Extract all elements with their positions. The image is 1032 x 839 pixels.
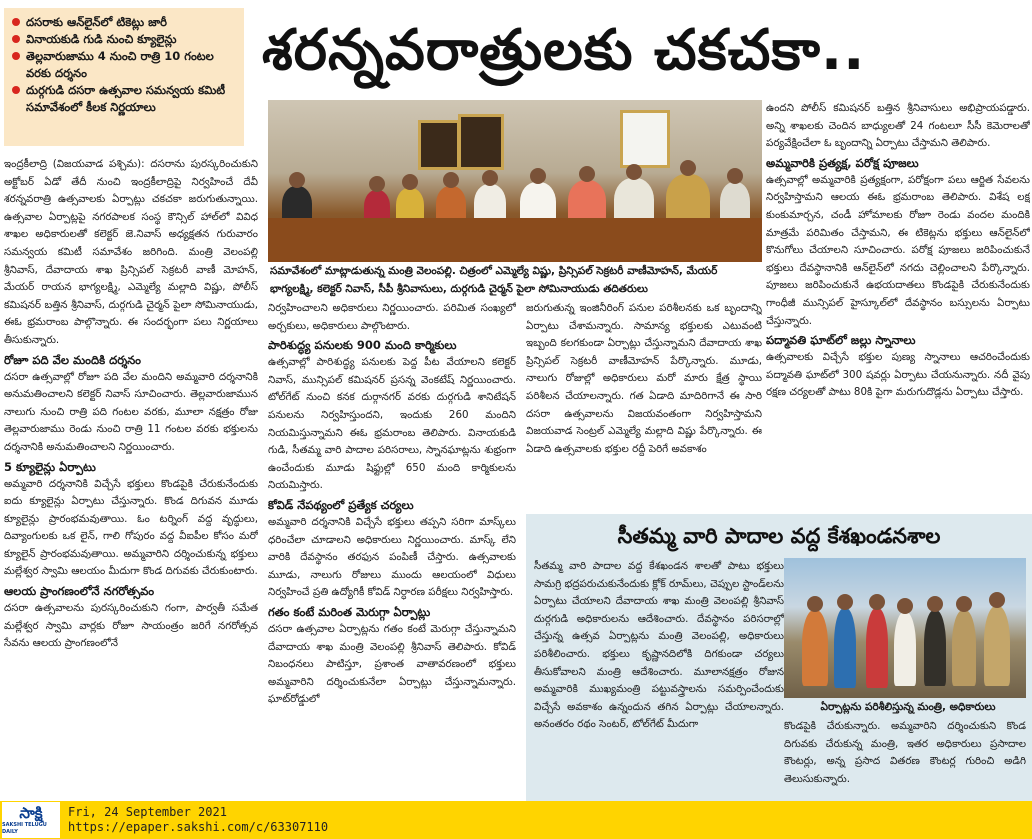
subheading: రోజూ పది వేల మందికి దర్శనం <box>4 352 142 367</box>
article-column-2 <box>268 300 516 801</box>
logo-text: సాక్షి <box>19 804 43 822</box>
person <box>802 610 828 686</box>
highlights-list <box>12 14 236 116</box>
footer-bar <box>0 801 1032 839</box>
person <box>924 610 946 686</box>
sidebar-paragraph: సీతమ్మ వారి పాదాల వద్ద కేశఖండన శాలతో పాటు భక్తులు సామగ్రి భద్రపరుచుకునేందుకు క్లోక్ రూమ్‌లు, చెప్పుల స్టాండ్‌లను ఏర్పాటు చేయాలని దేవాదాయ శాఖ మంత్రి వెలంపల్లి శ్రీనివాస్ దుర్గగుడి అధికారులను ఆదేశించారు. దేవస్థానం పరిసరాల్లో చేస్తున్న ఉత్సవ ఏర్పాట్లను మంత్రి వెలంపల్లి, అధికారులు పరిశీలించారు. భక్తులు కృష్ణానదిలోకి దిగకుండా చర్యలు తీసుకోవాలని మంత్రి ఆదేశించారు. మూలానక్షత్రం రోజున అమ్మవారికి ముఖ్యమంత్రి పట్టువస్త్రాలను సమర్పించేందుకు విచ్చేసే అవకాశం ఉన్నందున తగిన ఏర్పాట్లు చేయాలన్నారు. అనంతరం రథం సెంటర్, టోల్‌గేట్ మీదుగా <box>534 560 784 731</box>
paragraph: దసరా ఉత్సవాలను పురస్కరించుకుని గంగా, పార్వతీ సమేత మల్లేశ్వర స్వామి వార్లకు రోజూ సాయంత్రం జరిగే నగరోత్సవ సేవను ఆలయ ప్రాంగణంలోనే <box>4 602 258 650</box>
sidebar-photo-caption: ఏర్పాట్లను పరిశీలిస్తున్న మంత్రి, అధికారులు <box>820 701 996 713</box>
article-column-1 <box>4 156 258 801</box>
highlight-item: దుర్గగుడి దసరా ఉత్సవాల సమన్వయ కమిటీ సమావేశంలో కీలక నిర్ణయాలు <box>12 82 236 116</box>
meeting-photo <box>268 100 762 262</box>
article-column-4 <box>762 100 1030 506</box>
paragraph: జరుగుతున్న ఇంజినీరింగ్ పనుల పరిశీలనకు ఒక బృందాన్ని ఏర్పాటు చేశామన్నారు. సామాన్య భక్తులకు ఎటువంటి ఇబ్బంది కలగకుండా ఏర్పాట్లు చేస్తున్నామని దేవాదాయ శాఖ ప్రిన్సిపల్ సెక్రటరీ వాణీమోహన్ పేర్కొన్నారు. మూడు, నాలుగు రోజుల్లో అధికారులు మరో మారు క్షేత్ర స్థాయి పరిశీలన చేయాలన్నారు. గత ఏడాది మాదిరిగానే ఈ సారి దసరా ఉత్సవాలను విజయవంతంగా నిర్వహిస్తామని విజయవాడ సెంట్రల్ ఎమ్మెల్యే మల్లాది విష్ణు పేర్కొన్నారు. ఈ ఏడాది ఉత్సవాలకు భక్తుల రద్దీ పెరిగే అవకాశం <box>526 302 762 455</box>
subheading: 5 క్యూలైన్లు ఏర్పాటు <box>4 459 96 474</box>
highlights-box <box>4 8 244 146</box>
bullet-icon <box>12 18 20 26</box>
paragraph: ఇంద్రకీలాద్రి (విజయవాడ పశ్చిమ): దసరాను పురస్కరించుకుని అక్టోబర్ ఏడో తేదీ నుంచి ఇంద్రకీలాద్రిపై నిర్వహించే దేవీ శరన్నవరాత్రి ఉత్సవాలకు ఏర్పాట్లు చకచకా జరుగుతున్నాయి. ఉత్సవాల ఏర్పాట్లపై నగరపాలక సంస్థ కౌన్సిల్ హాల్‌లో వివిధ శాఖల అధికారులతో కలెక్టర్ జె.నివాస్ అధ్యక్షతన గురువారం సమన్వయ కమిటీ సమావేశం జరిగింది. మంత్రి వెలంపల్లి శ్రీనివాస్, దేవాదాయ శాఖ ప్రిన్సిపల్ సెక్రటరీ వాణీ మోహన్, మేయర్ రాయన భాగ్యలక్ష్మి, ఎమ్మెల్యే మల్లాది విష్ణు, పోలీస్ కమిషనర్ బత్తిన శ్రీనివాస్, దుర్గగుడి చైర్మన్ పైలా సోమినాయుడు, ఈఓ భ్రమరాంబ పాల్గొన్నారు. ఈ సందర్భంగా పలు నిర్ణయాలు తీసుకున్నారు. <box>4 158 258 346</box>
portrait-frame <box>620 110 670 168</box>
page-headline: శరన్నవరాత్రులకు చకచకా.. <box>262 18 866 83</box>
bullet-icon <box>12 86 20 94</box>
paragraph: నిర్వహించాలని అధికారులు నిర్ణయించారు. పరిమిత సంఖ్యలో అర్చకులు, అధికారులు పాల్గొంటారు. <box>268 302 516 332</box>
meeting-table <box>268 218 762 262</box>
person <box>952 610 976 686</box>
inspection-photo <box>784 558 1026 698</box>
paragraph: దసరా ఉత్సవాల ఏర్పాట్లను గతం కంటే మెరుగ్గా చేస్తున్నామని దేవాదాయ శాఖ మంత్రి వెలంపల్లి శ్రీనివాస్ తెలిపారు. కోవిడ్ నిబంధనలు పాటిస్తూ, ప్రశాంత వాతావరణంలో భక్తులు అమ్మవారిని దర్శించుకునేలా ఏర్పాట్లు చేస్తున్నామన్నారు. ఘాట్‌రోడ్డులో <box>268 622 516 706</box>
subheading: పారిశుద్ధ్య పనులకు 900 మంది కార్మికులు <box>268 338 457 353</box>
sidebar-story <box>526 514 1032 801</box>
subheading: కోవిడ్ నేపథ్యంలో ప్రత్యేక చర్యలు <box>268 497 414 512</box>
paragraph: ఉందని పోలీస్ కమిషనర్ బత్తిన శ్రీనివాసులు అభిప్రాయపడ్డారు. అన్ని శాఖలకు చెందిన బాధ్యులతో 24 గంటలూ సీసీ కెమెరాలతో పర్యవేక్షించేలా ఓ బృందాన్ని ఏర్పాటు చేస్తామని తెలిపారు. <box>766 102 1030 150</box>
subheading: ఆలయ ప్రాంగణంలోనే నగరోత్సవం <box>4 584 155 599</box>
person <box>866 608 888 688</box>
person <box>984 606 1010 686</box>
bullet-icon <box>12 35 20 43</box>
paragraph: ఉత్సవాల్లో పారిశుద్ధ్య పనులకు పెద్ద పీట వేయాలని కలెక్టర్ నివాస్, మున్సిపల్ కమిషనర్ ప్రసన్న వెంకటేష్ నిర్ణయించారు. టోల్‌గేట్ నుంచి కనక దుర్గానగర్ వరకు దుర్గగుడి శానిటేషన్ పనులను నిర్వహిస్తుందని, ఇందుకు 260 మందిని నియమిస్తున్నామని ఈఓ భ్రమరాంబ తెలిపారు. వినాయకుడి గుడి, సీతమ్మ వారి పాదాల పరిసరాలు, స్నానఘాట్లను శుభ్రంగా ఉంచేందుకు మూడు షిఫ్టుల్లో 650 మంది కార్మికులను నియమిస్తారు. <box>268 356 516 492</box>
person <box>894 612 916 686</box>
portrait-frame <box>458 114 504 170</box>
paragraph: అమ్మవారి దర్శనానికి విచ్చేసే భక్తులు కొండపైకి చేరుకునేందుకు ఐదు క్యూలైన్లు ఏర్పాటు చేస్తున్నారు. కొండ దిగువన మూడు క్యూలైన్లు ప్రారంభమవుతాయి. ఓం టర్నింగ్ వద్ద వృద్ధులు, దివ్యాంగులకు ఒక లైన్, గాలి గోపురం వద్ద వీఐపీల కోసం మరో క్యూలైన్ ప్రారంభమవుతాయి. అమ్మవారిని దర్శించుకున్న భక్తులు మల్లేశ్వర స్వామి ఆలయం మీదుగా కొండ దిగువకు చేరుకుంటారు. <box>4 477 258 578</box>
paragraph: ఉత్సవాల్లో అమ్మవారికి ప్రత్యక్షంగా, పరోక్షంగా పలు ఆర్జిత సేవలను నిర్వహిస్తామని ఆలయ ఈఓ భ్రమరాంబ తెలిపారు. విశేష లక్ష కుంకుమార్చన, చండీ హోమాలకు రోజూ రెండు వందల మందికి మాత్రమే పరిమితం చేస్తామని, ఈ టికెట్లను భక్తులు ఆన్‌లైన్‌లో కొనుగోలు చేయాలని సూచించారు. పరోక్ష పూజలు జరిపించుకునే భక్తులు దేవస్థానానికి ఆన్‌లైన్‌లో నగదు చెల్లించాలని పేర్కొన్నారు. పూజలు జరిపించుకునే ఉభయదాతలు కొండపైకి చేరుకునేందుకు గాంధీజీ మున్సిపల్ హైస్కూల్‌లో దేవస్థానం బస్సులను ఏర్పాటు చేస్తున్నారు. <box>766 173 1030 327</box>
bullet-icon <box>12 52 20 60</box>
logo-subtitle: SAKSHI TELUGU DAILY <box>2 822 47 835</box>
paragraph: అమ్మవారి దర్శనానికి విచ్చేసే భక్తులు తప్పని సరిగా మాస్క్‌లు ధరించేలా చూడాలని అధికారులు నిర్ణయించారు. మాస్క్ లేని వారికి దేవస్థానం తరఫున పంపిణీ చేస్తారు. ఉత్సవాలకు మూడు, నాలుగు రోజులు ముందు ఆలయంలో విధులు నిర్వహించే ప్రతి ఉద్యోగికీ కోవిడ్ నిర్ధారణ పరీక్షలు నిర్వహిస్తారు. <box>268 515 516 599</box>
person <box>834 608 856 688</box>
highlight-item: దసరాకు ఆన్‌లైన్‌లో టికెట్లు జారీ <box>12 14 236 31</box>
edition-date: Fri, 24 September 2021 <box>68 805 227 819</box>
epaper-link[interactable]: https://epaper.sakshi.com/c/63307110 <box>68 820 329 834</box>
paragraph: ఉత్సవాలకు విచ్చేసే భక్తుల పుణ్య స్నానాలు ఆచరించేందుకు పద్మావతి ఘాట్‌లో 300 షవర్లు ఏర్పాటు చేయనున్నారు. నదీ వైపు రక్షణ చర్యలతో పాటు 80కి పైగా మరుగుదొడ్లను ఏర్పాటు చేస్తారు. <box>766 351 1030 399</box>
paragraph: దసరా ఉత్సవాల్లో రోజూ పది వేల మందిని అమ్మవారి దర్శనానికి అనుమతించాలని కలెక్టర్ నివాస్ సూచించారు. తెల్లవారుజామున నాలుగు నుంచి రాత్రి పది గంటల వరకు, మూలా నక్షత్రం రోజు తెల్లవారుజాము రెండు నుంచి రాత్రి 11 గంటల వరకు భక్తులను దర్శనానికి అనుమతించాలని నిర్ణయించారు. <box>4 370 258 453</box>
article-column-3 <box>526 300 762 470</box>
highlight-item: తెల్లవారుజాము 4 నుంచి రాత్రి 10 గంటల వరకు దర్శనం <box>12 48 236 82</box>
portrait-frame <box>418 120 460 170</box>
subheading: పద్మావతి ఘాట్‌లో జల్లు స్నానాలు <box>766 333 916 348</box>
photo-caption: సమావేశంలో మాట్లాడుతున్న మంత్రి వెలంపల్లి. చిత్రంలో ఎమ్మెల్యే విష్ణు, ప్రిన్సిపల్ సెక్రటరీ వాణీమోహన్, మేయర్ భాగ్యలక్ష్మి, కలెక్టర్ నివాస్, సీపీ శ్రీనివాసులు, దుర్గగుడి చైర్మన్ పైలా సోమినాయుడు తదితరులు <box>270 265 718 295</box>
sakshi-logo[interactable] <box>2 802 60 838</box>
subheading: గతం కంటే మరింత మెరుగ్గా ఏర్పాట్లు <box>268 604 431 619</box>
sidebar-title: సీతమ్మ వారి పాదాల వద్ద కేశఖండనశాల <box>617 524 941 548</box>
subheading: అమ్మవారికి ప్రత్యక్ష, పరోక్ష పూజలు <box>766 155 919 170</box>
sidebar-paragraph: కొండపైకి చేరుకున్నారు. అమ్మవారిని దర్శించుకుని కొండ దిగువకు చేరుకున్న మంత్రి, ఇతర అధికారులు ప్రసాదాల కౌంటర్లు, అన్న ప్రసాద వితరణ కౌంటర్ల గురించి అడిగి తెలుసుకున్నారు. <box>784 720 1026 785</box>
footer-meta <box>68 805 328 835</box>
highlight-item: వినాయకుడి గుడి నుంచి క్యూలైన్లు <box>12 31 236 48</box>
